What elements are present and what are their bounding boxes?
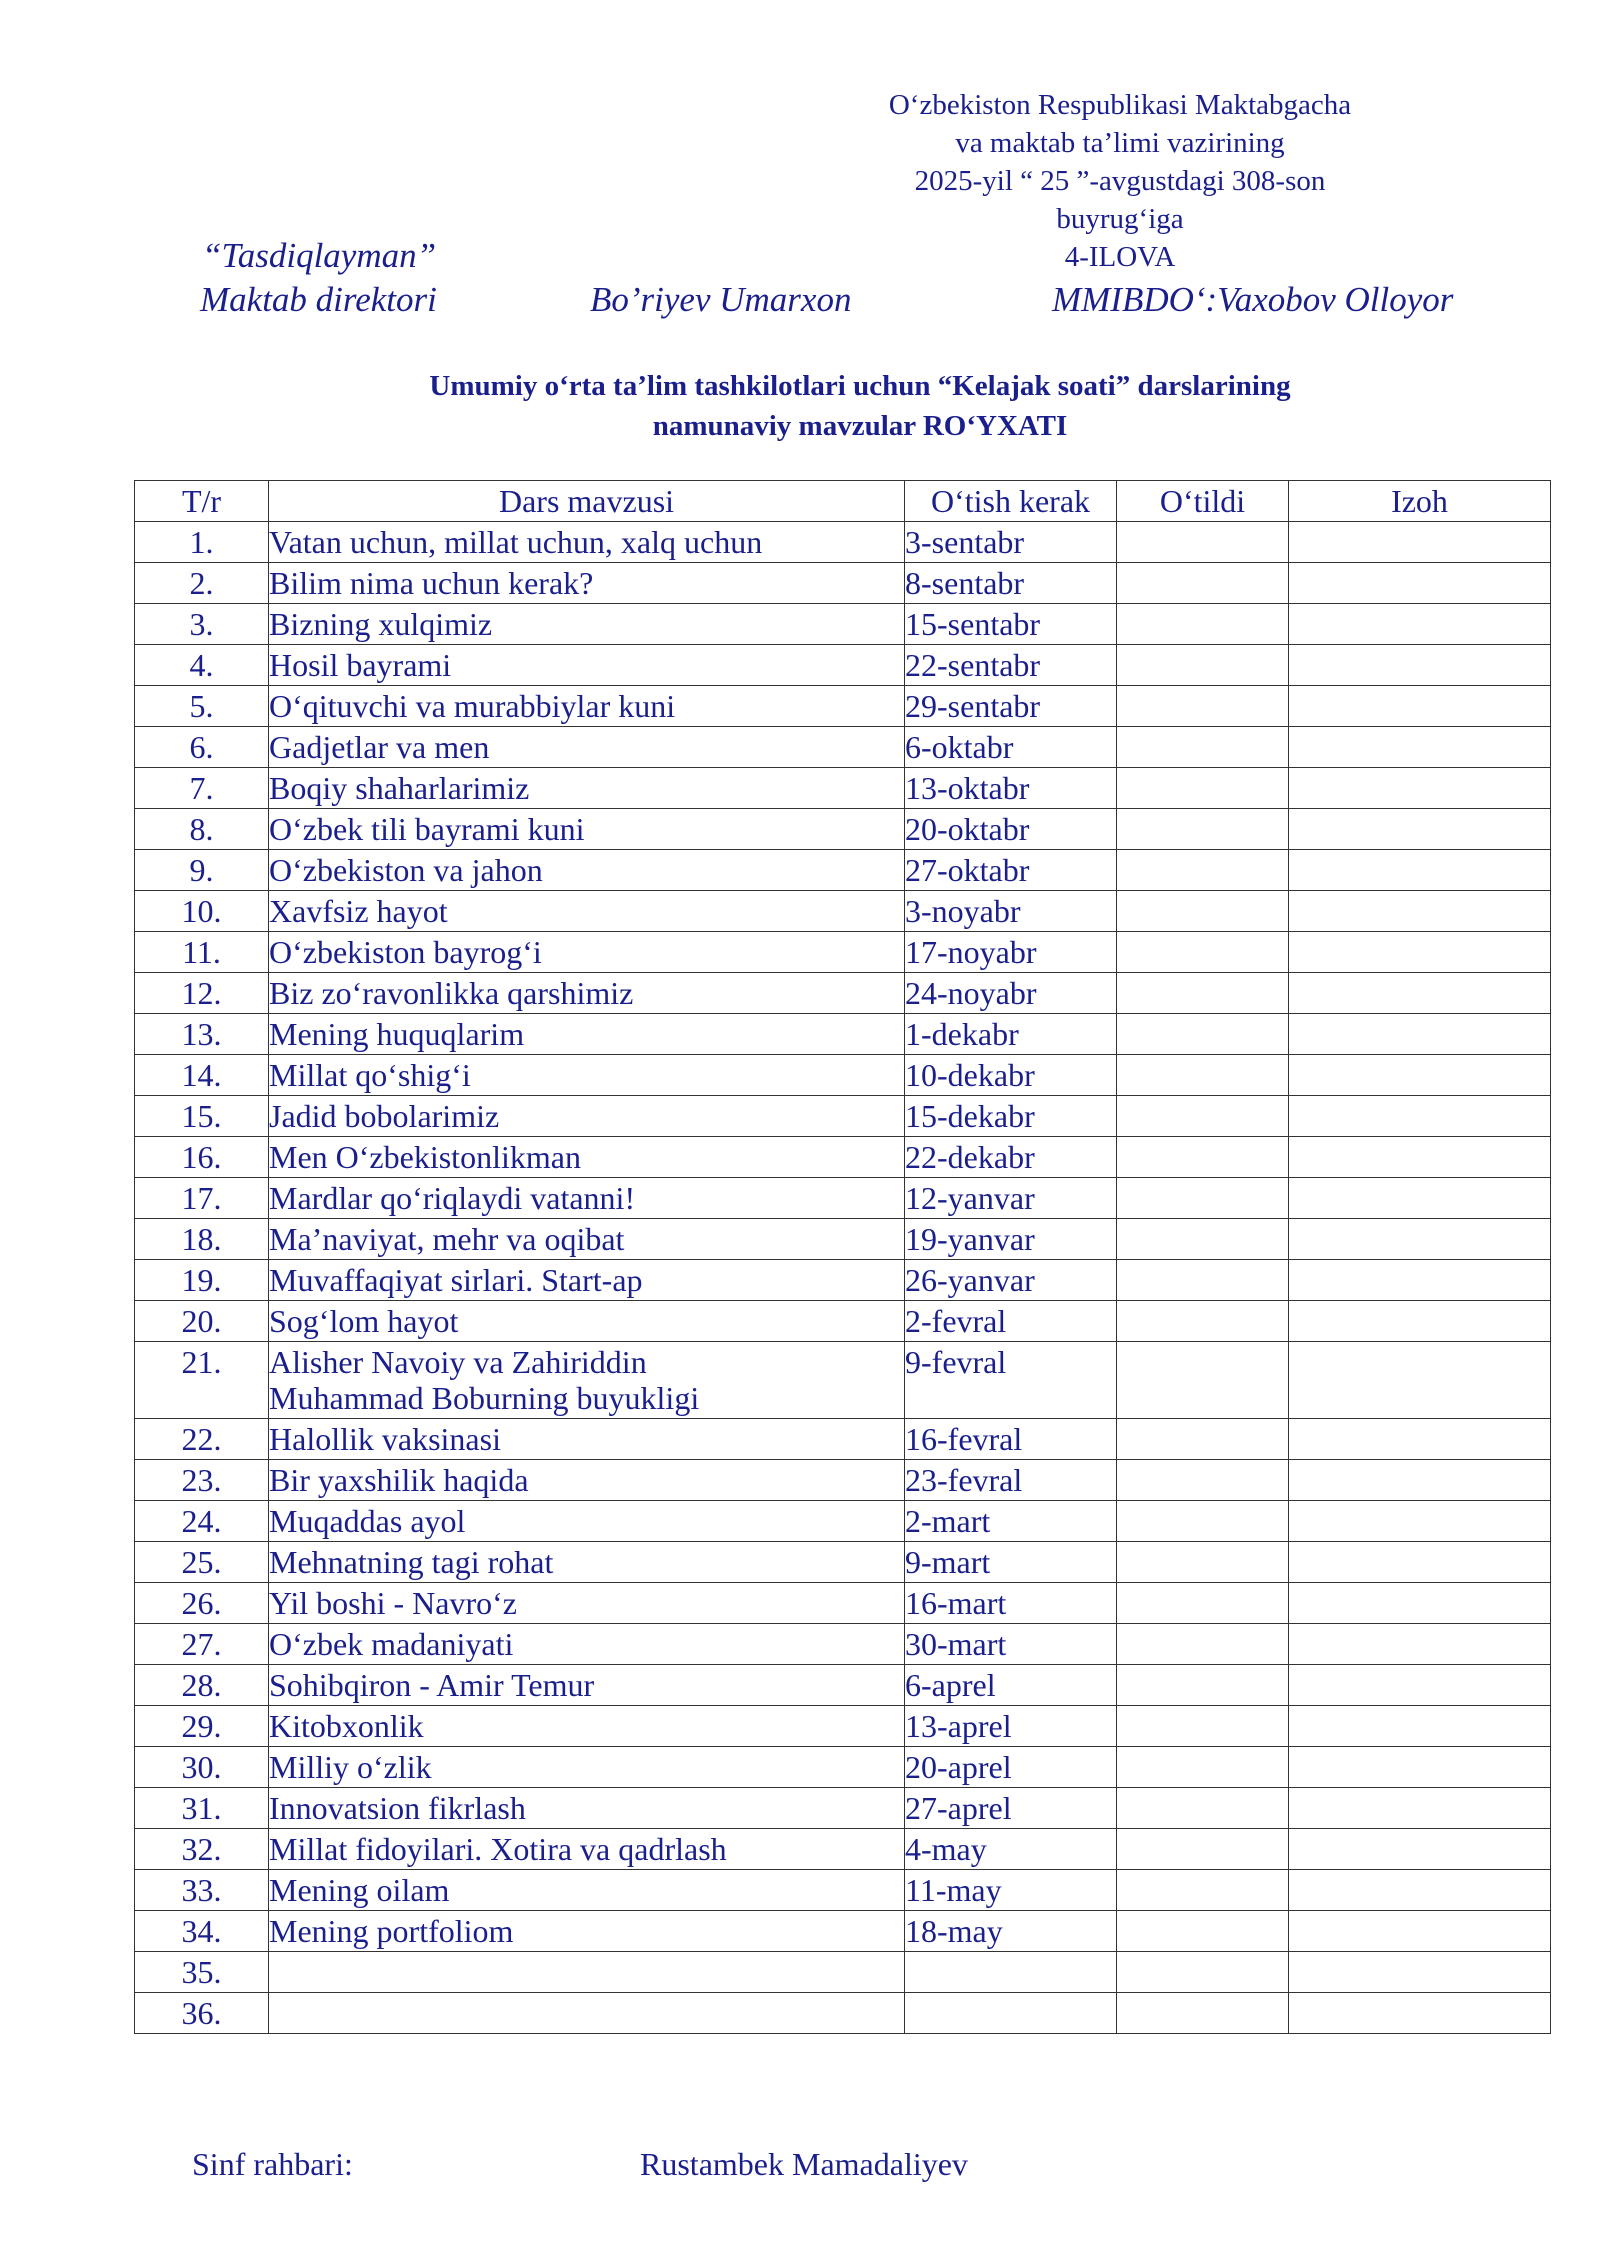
row-topic: Bizning xulqimiz	[269, 604, 905, 645]
row-done-cell	[1117, 1301, 1289, 1342]
row-note-cell	[1289, 1911, 1551, 1952]
row-done-cell	[1117, 1219, 1289, 1260]
table-row	[135, 1260, 1551, 1301]
table-row	[135, 604, 1551, 645]
row-due-date: 8-sentabr	[905, 563, 1117, 604]
row-topic: Mening oilam	[269, 1870, 905, 1911]
table-row	[135, 1460, 1551, 1501]
row-number: 21.	[135, 1342, 269, 1419]
row-due-date: 17-noyabr	[905, 932, 1117, 973]
table-row	[135, 1137, 1551, 1178]
row-number: 5.	[135, 686, 269, 727]
table-row	[135, 1665, 1551, 1706]
row-number: 12.	[135, 973, 269, 1014]
row-number: 17.	[135, 1178, 269, 1219]
row-number: 18.	[135, 1219, 269, 1260]
title-line-1: Umumiy o‘rta ta’lim tashkilotlari uchun “Kelajak soati” darslarining	[429, 370, 1291, 402]
row-note-cell	[1289, 1342, 1551, 1419]
row-topic: Gadjetlar va men	[269, 727, 905, 768]
table-row	[135, 1624, 1551, 1665]
row-topic: Boqiy shaharlarimiz	[269, 768, 905, 809]
row-due-date: 27-aprel	[905, 1788, 1117, 1829]
row-number: 31.	[135, 1788, 269, 1829]
row-number: 32.	[135, 1829, 269, 1870]
row-note-cell	[1289, 1665, 1551, 1706]
row-topic: Biz zo‘ravonlikka qarshimiz	[269, 973, 905, 1014]
row-topic: Mening portfoliom	[269, 1911, 905, 1952]
row-done-cell	[1117, 1788, 1289, 1829]
row-note-cell	[1289, 645, 1551, 686]
table-row	[135, 686, 1551, 727]
row-done-cell	[1117, 1747, 1289, 1788]
row-topic: Yil boshi - Navro‘z	[269, 1583, 905, 1624]
row-due-date: 9-mart	[905, 1542, 1117, 1583]
col-header-topic: Dars mavzusi	[269, 481, 905, 522]
table-row	[135, 1583, 1551, 1624]
row-number: 34.	[135, 1911, 269, 1952]
row-note-cell	[1289, 1501, 1551, 1542]
document-title	[230, 366, 1490, 446]
row-due-date: 2-mart	[905, 1501, 1117, 1542]
row-topic: Millat qo‘shig‘i	[269, 1055, 905, 1096]
row-done-cell	[1117, 604, 1289, 645]
topics-table	[134, 480, 1551, 2034]
approval-heading: “Tasdiqlayman”	[202, 236, 437, 275]
row-note-cell	[1289, 1829, 1551, 1870]
row-due-date: 23-fevral	[905, 1460, 1117, 1501]
row-due-date: 15-dekabr	[905, 1096, 1117, 1137]
row-note-cell	[1289, 1096, 1551, 1137]
row-note-cell	[1289, 1583, 1551, 1624]
table-row	[135, 1911, 1551, 1952]
row-done-cell	[1117, 686, 1289, 727]
table-row	[135, 1178, 1551, 1219]
table-row	[135, 1870, 1551, 1911]
row-done-cell	[1117, 727, 1289, 768]
row-number: 14.	[135, 1055, 269, 1096]
row-done-cell	[1117, 1952, 1289, 1993]
row-done-cell	[1117, 1829, 1289, 1870]
row-due-date	[905, 1993, 1117, 2034]
table-row	[135, 1301, 1551, 1342]
row-done-cell	[1117, 891, 1289, 932]
appendix-label: 4-ILOVA	[1064, 241, 1176, 273]
row-number: 26.	[135, 1583, 269, 1624]
row-done-cell	[1117, 1542, 1289, 1583]
row-due-date: 10-dekabr	[905, 1055, 1117, 1096]
row-due-date: 30-mart	[905, 1624, 1117, 1665]
row-topic	[269, 1993, 905, 2034]
row-number: 10.	[135, 891, 269, 932]
row-number: 35.	[135, 1952, 269, 1993]
row-topic: Bir yaxshilik haqida	[269, 1460, 905, 1501]
row-topic: Sohibqiron - Amir Temur	[269, 1665, 905, 1706]
col-header-note: Izoh	[1289, 481, 1551, 522]
row-number: 16.	[135, 1137, 269, 1178]
row-topic: Milliy o‘zlik	[269, 1747, 905, 1788]
row-note-cell	[1289, 1460, 1551, 1501]
row-topic	[269, 1952, 905, 1993]
col-header-done: O‘tildi	[1117, 481, 1289, 522]
row-note-cell	[1289, 768, 1551, 809]
row-number: 23.	[135, 1460, 269, 1501]
row-number: 3.	[135, 604, 269, 645]
row-due-date: 19-yanvar	[905, 1219, 1117, 1260]
row-topic: Alisher Navoiy va Zahiriddin Muhammad Boburning buyukligi	[269, 1342, 905, 1419]
row-note-cell	[1289, 1055, 1551, 1096]
row-done-cell	[1117, 1260, 1289, 1301]
row-number: 20.	[135, 1301, 269, 1342]
row-due-date: 22-sentabr	[905, 645, 1117, 686]
row-topic: Men O‘zbekistonlikman	[269, 1137, 905, 1178]
row-topic: O‘zbek madaniyati	[269, 1624, 905, 1665]
table-row	[135, 1542, 1551, 1583]
table-row	[135, 1219, 1551, 1260]
row-note-cell	[1289, 1706, 1551, 1747]
table-row	[135, 1014, 1551, 1055]
row-number: 11.	[135, 932, 269, 973]
row-due-date: 15-sentabr	[905, 604, 1117, 645]
order-line-2: va maktab ta’limi vazirining	[955, 127, 1285, 159]
row-note-cell	[1289, 1419, 1551, 1460]
row-note-cell	[1289, 973, 1551, 1014]
row-done-cell	[1117, 1419, 1289, 1460]
row-number: 27.	[135, 1624, 269, 1665]
row-note-cell	[1289, 1014, 1551, 1055]
row-topic: O‘zbekiston va jahon	[269, 850, 905, 891]
row-topic: Muqaddas ayol	[269, 1501, 905, 1542]
row-done-cell	[1117, 1342, 1289, 1419]
table-row	[135, 1747, 1551, 1788]
row-due-date: 22-dekabr	[905, 1137, 1117, 1178]
row-topic: Hosil bayrami	[269, 645, 905, 686]
row-done-cell	[1117, 563, 1289, 604]
row-due-date: 13-aprel	[905, 1706, 1117, 1747]
row-done-cell	[1117, 1460, 1289, 1501]
row-due-date: 16-mart	[905, 1583, 1117, 1624]
table-row	[135, 1829, 1551, 1870]
table-row	[135, 563, 1551, 604]
table-row	[135, 1055, 1551, 1096]
row-note-cell	[1289, 522, 1551, 563]
class-teacher-name: Rustambek Mamadaliyev	[640, 2146, 968, 2182]
table-row	[135, 1501, 1551, 1542]
row-note-cell	[1289, 727, 1551, 768]
row-due-date: 24-noyabr	[905, 973, 1117, 1014]
row-done-cell	[1117, 1096, 1289, 1137]
row-topic: Mening huquqlarim	[269, 1014, 905, 1055]
table-row	[135, 727, 1551, 768]
row-note-cell	[1289, 850, 1551, 891]
row-done-cell	[1117, 522, 1289, 563]
row-note-cell	[1289, 1624, 1551, 1665]
row-topic: Vatan uchun, millat uchun, xalq uchun	[269, 522, 905, 563]
row-due-date: 1-dekabr	[905, 1014, 1117, 1055]
row-due-date: 12-yanvar	[905, 1178, 1117, 1219]
row-note-cell	[1289, 809, 1551, 850]
row-number: 7.	[135, 768, 269, 809]
row-due-date: 4-may	[905, 1829, 1117, 1870]
row-number: 36.	[135, 1993, 269, 2034]
row-number: 8.	[135, 809, 269, 850]
row-number: 22.	[135, 1419, 269, 1460]
table-row	[135, 1342, 1551, 1419]
row-note-cell	[1289, 1137, 1551, 1178]
row-number: 29.	[135, 1706, 269, 1747]
row-done-cell	[1117, 1501, 1289, 1542]
row-number: 25.	[135, 1542, 269, 1583]
table-header-row	[135, 481, 1551, 522]
director-label: Maktab direktori	[200, 280, 437, 319]
row-done-cell	[1117, 1870, 1289, 1911]
row-due-date: 13-oktabr	[905, 768, 1117, 809]
table-row	[135, 932, 1551, 973]
row-note-cell	[1289, 1870, 1551, 1911]
order-line-1: O‘zbekiston Respublikasi Maktabgacha	[888, 89, 1352, 121]
order-line-3: 2025-yil “ 25 ”-avgustdagi 308-son buyrug‘iga	[914, 165, 1326, 235]
table-row	[135, 809, 1551, 850]
table-row	[135, 1706, 1551, 1747]
table-row	[135, 645, 1551, 686]
order-reference	[870, 86, 1370, 276]
row-topic: Sog‘lom hayot	[269, 1301, 905, 1342]
row-due-date: 18-may	[905, 1911, 1117, 1952]
row-topic: O‘zbek tili bayrami kuni	[269, 809, 905, 850]
row-number: 4.	[135, 645, 269, 686]
col-header-number: T/r	[135, 481, 269, 522]
table-row	[135, 1419, 1551, 1460]
row-number: 33.	[135, 1870, 269, 1911]
row-due-date: 27-oktabr	[905, 850, 1117, 891]
table-row	[135, 891, 1551, 932]
row-note-cell	[1289, 563, 1551, 604]
row-note-cell	[1289, 1301, 1551, 1342]
row-done-cell	[1117, 1178, 1289, 1219]
table-row	[135, 1952, 1551, 1993]
row-due-date: 3-noyabr	[905, 891, 1117, 932]
row-topic: Millat fidoyilari. Xotira va qadrlash	[269, 1829, 905, 1870]
row-note-cell	[1289, 1542, 1551, 1583]
row-number: 9.	[135, 850, 269, 891]
row-due-date: 16-fevral	[905, 1419, 1117, 1460]
row-done-cell	[1117, 1583, 1289, 1624]
row-due-date: 26-yanvar	[905, 1260, 1117, 1301]
row-topic: Ma’naviyat, mehr va oqibat	[269, 1219, 905, 1260]
row-done-cell	[1117, 932, 1289, 973]
row-topic: Xavfsiz hayot	[269, 891, 905, 932]
row-topic: Jadid bobolarimiz	[269, 1096, 905, 1137]
row-note-cell	[1289, 1993, 1551, 2034]
row-note-cell	[1289, 1747, 1551, 1788]
row-note-cell	[1289, 932, 1551, 973]
row-due-date: 6-oktabr	[905, 727, 1117, 768]
row-number: 6.	[135, 727, 269, 768]
title-line-2: namunaviy mavzular RO‘YXATI	[652, 410, 1068, 442]
row-done-cell	[1117, 645, 1289, 686]
row-due-date: 9-fevral	[905, 1342, 1117, 1419]
table-row	[135, 1993, 1551, 2034]
row-done-cell	[1117, 1993, 1289, 2034]
row-done-cell	[1117, 1014, 1289, 1055]
row-due-date: 3-sentabr	[905, 522, 1117, 563]
row-number: 19.	[135, 1260, 269, 1301]
row-done-cell	[1117, 1911, 1289, 1952]
table-row	[135, 1096, 1551, 1137]
table-row	[135, 768, 1551, 809]
row-done-cell	[1117, 768, 1289, 809]
row-due-date: 20-aprel	[905, 1747, 1117, 1788]
row-topic: O‘qituvchi va murabbiylar kuni	[269, 686, 905, 727]
row-number: 2.	[135, 563, 269, 604]
row-note-cell	[1289, 1788, 1551, 1829]
row-done-cell	[1117, 1137, 1289, 1178]
table-row	[135, 522, 1551, 563]
row-due-date	[905, 1952, 1117, 1993]
row-done-cell	[1117, 1706, 1289, 1747]
row-number: 13.	[135, 1014, 269, 1055]
row-note-cell	[1289, 891, 1551, 932]
row-topic: Halollik vaksinasi	[269, 1419, 905, 1460]
row-number: 30.	[135, 1747, 269, 1788]
table-row	[135, 1788, 1551, 1829]
row-note-cell	[1289, 604, 1551, 645]
director-name: Bo’riyev Umarxon	[590, 280, 852, 319]
row-done-cell	[1117, 1624, 1289, 1665]
col-header-due: O‘tish kerak	[905, 481, 1117, 522]
row-number: 15.	[135, 1096, 269, 1137]
row-note-cell	[1289, 1952, 1551, 1993]
row-done-cell	[1117, 809, 1289, 850]
row-due-date: 29-sentabr	[905, 686, 1117, 727]
row-due-date: 11-may	[905, 1870, 1117, 1911]
row-done-cell	[1117, 1665, 1289, 1706]
row-topic: Muvaffaqiyat sirlari. Start-ap	[269, 1260, 905, 1301]
row-note-cell	[1289, 686, 1551, 727]
row-topic: O‘zbekiston bayrog‘i	[269, 932, 905, 973]
row-topic: Mehnatning tagi rohat	[269, 1542, 905, 1583]
table-row	[135, 850, 1551, 891]
row-done-cell	[1117, 973, 1289, 1014]
table-row	[135, 973, 1551, 1014]
row-number: 24.	[135, 1501, 269, 1542]
row-done-cell	[1117, 1055, 1289, 1096]
row-number: 1.	[135, 522, 269, 563]
row-note-cell	[1289, 1178, 1551, 1219]
row-due-date: 20-oktabr	[905, 809, 1117, 850]
mmibdo-name: MMIBDO‘:Vaxobov Olloyor	[1052, 280, 1454, 319]
row-due-date: 6-aprel	[905, 1665, 1117, 1706]
row-done-cell	[1117, 850, 1289, 891]
row-topic: Mardlar qo‘riqlaydi vatanni!	[269, 1178, 905, 1219]
row-note-cell	[1289, 1260, 1551, 1301]
row-number: 28.	[135, 1665, 269, 1706]
row-topic: Innovatsion fikrlash	[269, 1788, 905, 1829]
class-teacher-label: Sinf rahbari:	[192, 2146, 353, 2182]
row-note-cell	[1289, 1219, 1551, 1260]
row-due-date: 2-fevral	[905, 1301, 1117, 1342]
row-topic: Kitobxonlik	[269, 1706, 905, 1747]
row-topic: Bilim nima uchun kerak?	[269, 563, 905, 604]
